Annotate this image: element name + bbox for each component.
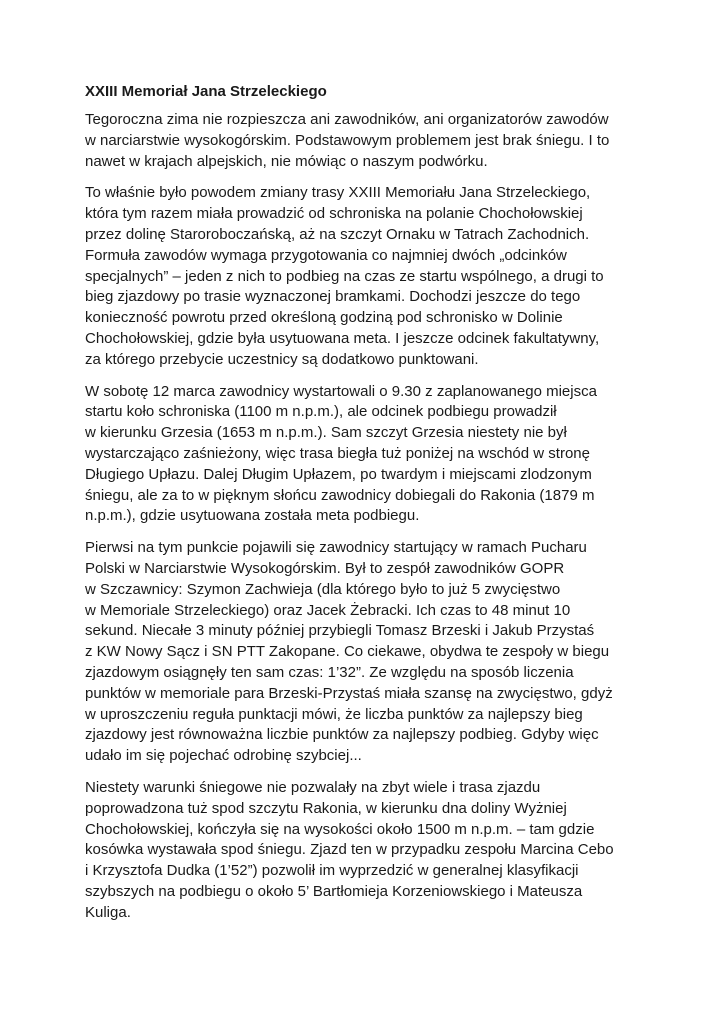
text-line: w narciarstwie wysokogórskim. Podstawowym problemem jest brak śniegu. I to bbox=[85, 131, 610, 149]
text-line: w Memoriale Strzeleckiego) oraz Jacek Żebracki. Ich czas to 48 minut 10 bbox=[85, 601, 571, 619]
text-line: Chochołowskiej, kończyła się na wysokości około 1500 m n.p.m. – tam gdzie bbox=[85, 820, 595, 838]
text-line: Chochołowskiej, gdzie była usytuowana meta. I jeszcze odcinek fakultatywny, bbox=[85, 329, 600, 347]
text-line: startu koło schroniska (1100 m n.p.m.), ale odcinek podbiegu prowadził bbox=[85, 403, 557, 421]
text-line: Pierwsi na tym punkcie pojawili się zawodnicy startujący w ramach Pucharu bbox=[85, 539, 587, 557]
text-line: kosówka wystawała spod śniegu. Zjazd ten w przypadku zespołu Marcina Cebo bbox=[85, 841, 614, 859]
text-line: Tegoroczna zima nie rozpieszcza ani zawodników, ani organizatorów zawodów bbox=[85, 111, 609, 128]
text-line: Długiego Upłazu. Dalej Długim Upłazem, po twardym i miejscami zlodzonym bbox=[85, 465, 592, 483]
text-line: która tym razem miała prowadzić od schroniska na polanie Chochołowskiej bbox=[85, 205, 583, 223]
text-line: sekund. Niecałe 3 minuty później przybiegli Tomasz Brzeski i Jakub Przystaś bbox=[85, 622, 595, 640]
text-line: n.p.m.), gdzie usytuowana została meta podbiegu. bbox=[85, 507, 420, 525]
text-line: specjalnych” – jeden z nich to podbieg na czas ze startu wspólnego, a drugi to bbox=[85, 267, 604, 285]
text-line: przez dolinę Staroroboczańską, aż na szczyt Ornaku w Tatrach Zachodnich. bbox=[85, 225, 590, 243]
text-line: w kierunku Grzesia (1653 m n.p.m.). Sam szczyt Grzesia niestety nie był bbox=[85, 424, 567, 442]
text-line: szybszych na podbiegu o około 5’ Bartłomieja Korzeniowskiego i Mateusza bbox=[85, 882, 583, 900]
text-line: śniegu, ale za to w pięknym słońcu zawodnicy dobiegali do Rakonia (1879 m bbox=[85, 486, 595, 504]
text-line: bieg zjazdowy po trasie wyznaczonej bramkami. Dochodzi jeszcze do tego bbox=[85, 288, 581, 306]
text-line: poprowadzona tuż spod szczytu Rakonia, w kierunku dna doliny Wyżniej bbox=[85, 799, 567, 817]
text-line: Formuła zawodów wymaga przygotowania co najmniej dwóch „odcinków bbox=[85, 246, 567, 264]
text-line: Polski w Narciarstwie Wysokogórskim. Był to zespół zawodników GOPR bbox=[85, 559, 565, 577]
text-line: i Krzysztofa Dudka (1’52”) pozwolił im wyprzedzić w generalnej klasyfikacji bbox=[85, 862, 579, 880]
text-line: W sobotę 12 marca zawodnicy wystartowali o 9.30 z zaplanowanego miejsca bbox=[85, 382, 597, 400]
text-line: zjazdowym osiągnęły ten sam czas: 1’32”. Ze względu na sposób liczenia bbox=[85, 663, 574, 681]
text-line: Niestety warunki śniegowe nie pozwalały na zbyt wiele i trasa zjazdu bbox=[85, 778, 541, 796]
paragraph-4 bbox=[85, 538, 645, 767]
text-line: nawet w krajach alpejskich, nie mówiąc o naszym podwórku. bbox=[85, 152, 488, 170]
document-title: XXIII Memoriał Jana Strzeleckiego bbox=[85, 83, 327, 100]
text-line: z KW Nowy Sącz i SN PTT Zakopane. Co ciekawe, obydwa te zespoły w biegu bbox=[85, 643, 610, 661]
text-line: w Szczawnicy: Szymon Zachwieja (dla którego było to już 5 zwycięstwo bbox=[85, 580, 561, 598]
text-line: To właśnie było powodem zmiany trasy XXIII Memoriału Jana Strzeleckiego, bbox=[85, 184, 591, 202]
text-line: punktów w memoriale para Brzeski-Przystaś miała szansę na zwycięstwo, gdyż bbox=[85, 684, 613, 702]
text-line: w uproszczeniu reguła punktacji mówi, że liczba punktów za najlepszy bieg bbox=[85, 705, 583, 723]
text-line: wystarczająco zaśnieżony, więc trasa biegła tuż poniżej na wschód w stronę bbox=[85, 444, 590, 462]
paragraph-1 bbox=[85, 110, 645, 172]
paragraph-3 bbox=[85, 382, 645, 528]
text-line: za którego przebycie uczestnicy są dodatkowo punktowani. bbox=[85, 350, 479, 368]
paragraph-2 bbox=[85, 183, 645, 370]
text-line: udało im się pojechać odrobinę szybciej... bbox=[85, 747, 362, 765]
paragraph-5 bbox=[85, 778, 645, 924]
document-page bbox=[85, 82, 645, 934]
text-line: konieczność powrotu przed określoną godziną pod schronisko w Dolinie bbox=[85, 309, 563, 327]
text-line: zjazdowy jest równoważna liczbie punktów za najlepszy podbieg. Gdyby więc bbox=[85, 726, 599, 744]
text-line: Kuliga. bbox=[85, 903, 131, 921]
